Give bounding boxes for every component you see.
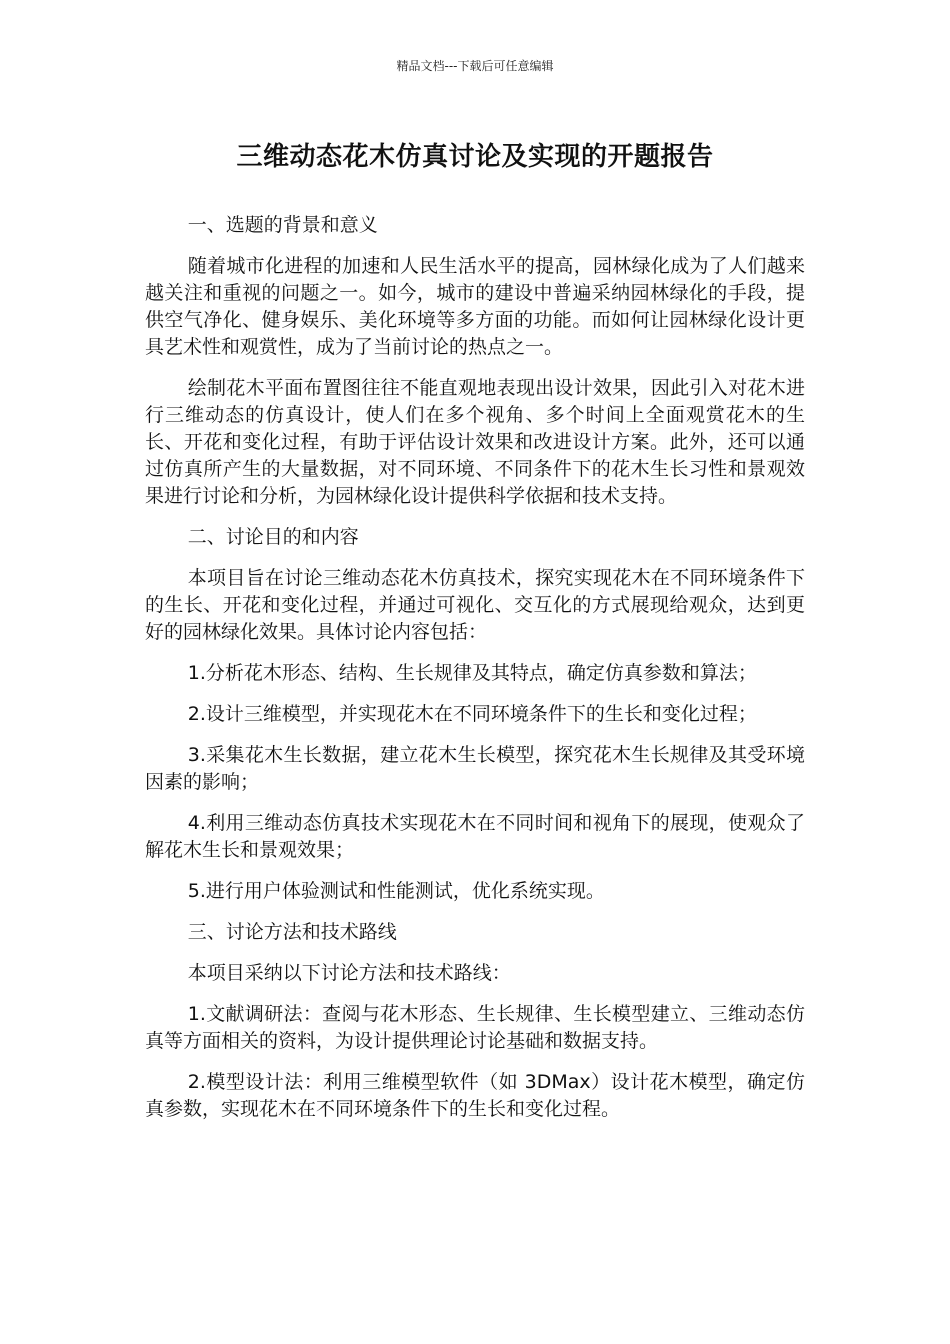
- section-heading: 一、选题的背景和意义: [187, 214, 378, 236]
- paragraph: 本项目采纳以下讨论方法和技术路线：: [187, 962, 511, 984]
- list-item: 2.模型设计法：利用三维模型软件（如 3DMax）设计花木模型，确定仿真参数，实现花木在不同环境条件下的生长和变化过程。: [145, 1071, 805, 1120]
- list-item: 4.利用三维动态仿真技术实现花木在不同时间和视角下的展现，使观众了解花木生长和景观效果；: [145, 812, 805, 861]
- list-item: 3.采集花木生长数据，建立花木生长模型，探究花木生长规律及其受环境因素的影响；: [145, 744, 805, 793]
- list-item: 5.进行用户体验测试和性能测试，优化系统实现。: [187, 880, 605, 902]
- list-item: 2.设计三维模型，并实现花木在不同环境条件下的生长和变化过程；: [187, 703, 757, 725]
- document-body: [145, 212, 805, 1137]
- paragraph: 随着城市化进程的加速和人民生活水平的提高，园林绿化成为了人们越来越关注和重视的问题之一。如今，城市的建设中普遍采纳园林绿化的手段，提供空气净化、健身娱乐、美化环境等多方面的功能。而如何让园林绿化设计更具艺术性和观赏性，成为了当前讨论的热点之一。: [145, 255, 805, 358]
- section-heading: 三、讨论方法和技术路线: [187, 921, 397, 943]
- paragraph: 本项目旨在讨论三维动态花木仿真技术，探究实现花木在不同环境条件下的生长、开花和变化过程，并通过可视化、交互化的方式展现给观众，达到更好的园林绿化效果。具体讨论内容包括：: [145, 567, 805, 643]
- list-item: 1.分析花木形态、结构、生长规律及其特点，确定仿真参数和算法；: [187, 662, 757, 684]
- section-heading: 二、讨论目的和内容: [187, 526, 359, 548]
- paragraph: 绘制花木平面布置图往往不能直观地表现出设计效果，因此引入对花木进行三维动态的仿真设计，使人们在多个视角、多个时间上全面观赏花木的生长、开花和变化过程，有助于评估设计效果和改进设计方案。此外，还可以通过仿真所产生的大量数据，对不同环境、不同条件下的花木生长习性和景观效果进行讨论和分析，为园林绿化设计提供科学依据和技术支持。: [145, 377, 805, 507]
- page-header: 精品文档---下载后可任意编辑: [396, 59, 554, 73]
- list-item: 1.文献调研法：查阅与花木形态、生长规律、生长模型建立、三维动态仿真等方面相关的资料，为设计提供理论讨论基础和数据支持。: [145, 1003, 805, 1052]
- document-title: 三维动态花木仿真讨论及实现的开题报告: [236, 142, 714, 172]
